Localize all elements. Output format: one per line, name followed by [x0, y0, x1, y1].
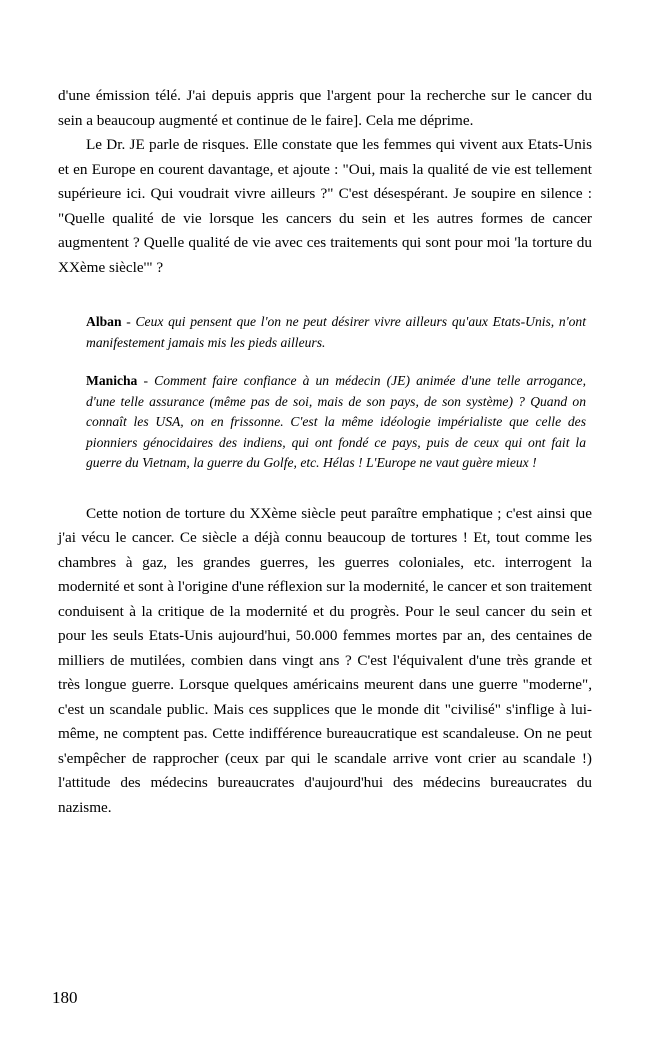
quote-item [86, 371, 586, 474]
paragraph-3: Cette notion de torture du XXème siècle peut paraître emphatique ; c'est ainsi que j'ai vécu le cancer. Ce siècle a déjà connu beaucoup de tortures ! Et, tout comme les chambres à gaz, les grandes guerres, les guerres coloniales, etc. interrogent la modernité et sont à l'origine d'une réflexion sur la modernité, le cancer et son traitement conduisent à la critique de la modernité et du progrès. Pour le seul cancer du sein et pour les seuls Etats-Unis aujourd'hui, 50.000 femmes mortes par an, des centaines de milliers de mutilées, combien dans vingt ans ? C'est l'équivalent d'une très grande et très longue guerre. Lorsque quelques américains meurent dans une guerre "moderne", c'est un scandale public. Mais ces supplices que le monde dit "civilisé" s'inflige à lui-même, ne comptent pas. Cette indifférence bureaucratique est scandaleuse. On ne peut s'empêcher de rapprocher (ceux par qui le scandale arrive vont crier au scandale !) l'attitude des médecins bureaucrates d'aujourd'hui des médecins bureaucrates du nazisme. [58, 504, 592, 816]
body-text-bottom [58, 502, 592, 821]
page-number: 180 [52, 988, 78, 1007]
quote-speaker-manicha: Manicha [86, 373, 138, 388]
spacer [58, 474, 592, 502]
body-text-top [58, 84, 592, 280]
quote-text-alban: - Ceux qui pensent que l'on ne peut désirer vivre ailleurs qu'aux Etats-Unis, n'ont manifestement jamais mis les pieds ailleurs. [86, 314, 586, 350]
quote-text-manicha: - Comment faire confiance à un médecin (JE) animée d'une telle arrogance, d'une telle assurance (même pas de soi, mais de son pays, de son système) ? Quand on connaît les USA, on en frissonne. C'est la même idéologie impérialiste que celle des pionniers génocidaires des indiens, qui ont fondé ce pays, puis de ceux qui ont fait la guerre du Vietnam, la guerre du Golfe, etc. Hélas ! L'Europe ne vaut guère mieux ! [86, 373, 586, 470]
quote-item [86, 312, 586, 353]
quote-speaker-alban: Alban [86, 314, 122, 329]
quote-block [58, 312, 592, 474]
spacer [58, 280, 592, 292]
paragraph-2: Le Dr. JE parle de risques. Elle constate que les femmes qui vivent aux Etats-Unis et en Europe en courent davantage, et ajoute : "Oui, mais la qualité de vie est tellement supérieure ici. Qui voudrait vivre ailleurs ?" C'est désespérant. Je soupire en silence : "Quelle qualité de vie lorsque les cancers du sein et les autres formes de cancer augmentent ? Quelle qualité de vie avec ces traitements qui sont pour moi 'la torture du XXème siècle'" ? [58, 136, 592, 276]
paragraph-1: d'une émission télé. J'ai depuis appris que l'argent pour la recherche sur le cancer du sein a beaucoup augmenté et continue de le faire]. Cela me déprime. [58, 87, 592, 129]
